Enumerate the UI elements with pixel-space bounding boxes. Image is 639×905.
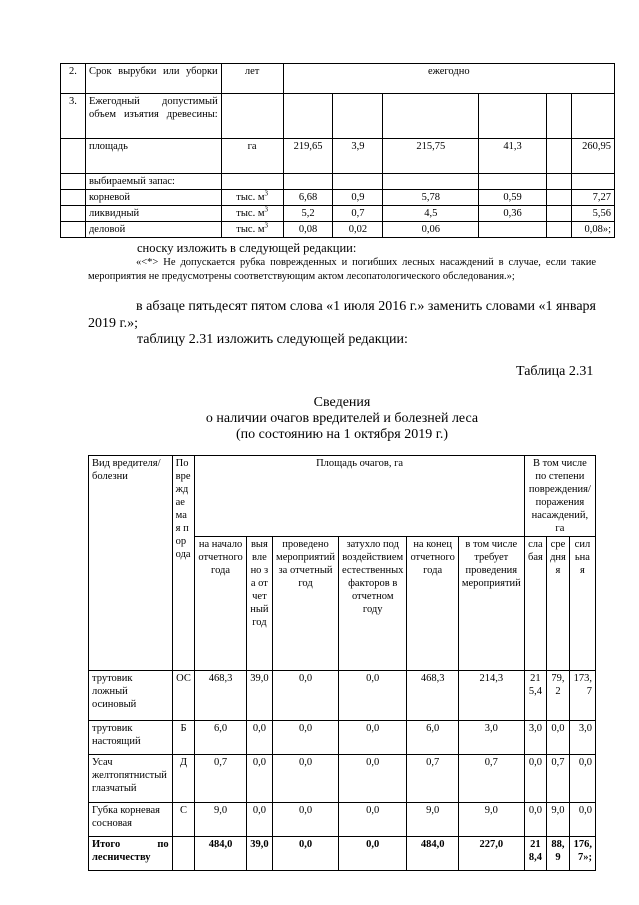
row-breed bbox=[172, 837, 195, 871]
cell: 0,7 bbox=[458, 755, 524, 803]
cell: 0,0 bbox=[338, 671, 406, 721]
cell bbox=[547, 222, 572, 238]
header-need: в том числе требует проведения мероприятий bbox=[458, 537, 524, 671]
header-start: на начало отчетного года bbox=[195, 537, 246, 671]
cell: 0,0 bbox=[246, 755, 272, 803]
cell: 5,2 bbox=[283, 206, 333, 222]
cell: 41,3 bbox=[479, 139, 547, 174]
row-name: выбираемый запас: bbox=[85, 174, 221, 190]
cell: 0,0 bbox=[273, 721, 339, 755]
cell bbox=[479, 222, 547, 238]
cell: 0,08»; bbox=[571, 222, 614, 238]
cell: 6,0 bbox=[407, 721, 458, 755]
cell: 6,68 bbox=[283, 190, 333, 206]
cell: 176,7»; bbox=[569, 837, 595, 871]
header-area: Площадь очагов, га bbox=[195, 456, 524, 537]
row-name: деловой bbox=[85, 222, 221, 238]
cell: 5,78 bbox=[383, 190, 479, 206]
title-line: Сведения bbox=[313, 395, 371, 410]
row-breed: ОС bbox=[172, 671, 195, 721]
table-row bbox=[89, 721, 596, 755]
header-end: на конец отчетного года bbox=[407, 537, 458, 671]
cell: 88,9 bbox=[547, 837, 570, 871]
cell: 468,3 bbox=[195, 671, 246, 721]
cell: 3,0 bbox=[569, 721, 595, 755]
cell: 0,0 bbox=[338, 755, 406, 803]
row-unit: тыс. $м^3$ bbox=[221, 206, 283, 222]
row-breed: С bbox=[172, 803, 195, 837]
cell: 0,59 bbox=[479, 190, 547, 206]
cell: 0,0 bbox=[569, 803, 595, 837]
table-row bbox=[61, 64, 615, 94]
table-row bbox=[61, 94, 615, 139]
header-decayed: затухло под воздействием естественных факторов в отчетном году bbox=[338, 537, 406, 671]
header-damage: В том числе по степени повреждения/поражения насаждений, га bbox=[524, 456, 595, 537]
cell: 0,06 bbox=[383, 222, 479, 238]
cell: 0,0 bbox=[338, 721, 406, 755]
row-breed: Д bbox=[172, 755, 195, 803]
cell: 468,3 bbox=[407, 671, 458, 721]
row-pest-name: Итого по лесничеству bbox=[89, 837, 173, 871]
cell: 215,4 bbox=[524, 671, 546, 721]
cell: 0,0 bbox=[273, 837, 339, 871]
cell: 0,36 bbox=[479, 206, 547, 222]
table-row bbox=[89, 803, 596, 837]
header-treated: проведено мероприятий за отчетный год bbox=[273, 537, 339, 671]
row-name: Срок вырубки или уборки bbox=[85, 64, 221, 94]
footnote-paragraph: «<*> Не допускается рубка поврежденных и погибших лесных насаждений в случае, если такие мероприятия не предусмотрены соответствующим актом лесопатологического обследования.»; bbox=[88, 257, 596, 282]
cell: 4,5 bbox=[383, 206, 479, 222]
row-breed: Б bbox=[172, 721, 195, 755]
table-label: Таблица 2.31 bbox=[516, 364, 594, 379]
row-name: ликвидный bbox=[85, 206, 221, 222]
cell: 0,02 bbox=[333, 222, 383, 238]
cell: 218,4 bbox=[524, 837, 546, 871]
row-unit: тыс. $м^3$ bbox=[221, 190, 283, 206]
cell: 6,0 bbox=[195, 721, 246, 755]
allowable-cut-table bbox=[60, 63, 615, 238]
cell: 227,0 bbox=[458, 837, 524, 871]
cell: 0,7 bbox=[547, 755, 570, 803]
cell: 5,56 bbox=[571, 206, 614, 222]
row-value: ежегодно bbox=[283, 64, 614, 94]
header-found: выявлено за отчетный год bbox=[246, 537, 272, 671]
cell: 214,3 bbox=[458, 671, 524, 721]
row-pest-name: трутовик ложный осиновый bbox=[89, 671, 173, 721]
cell: 9,0 bbox=[195, 803, 246, 837]
cell: 0,0 bbox=[273, 803, 339, 837]
paragraph: таблицу 2.31 изложить следующей редакции: bbox=[137, 332, 408, 347]
cell: 0,0 bbox=[338, 803, 406, 837]
cell: 9,0 bbox=[547, 803, 570, 837]
cell bbox=[547, 139, 572, 174]
table-row bbox=[61, 190, 615, 206]
cell: 0,0 bbox=[524, 803, 546, 837]
cell: 0,0 bbox=[547, 721, 570, 755]
cell bbox=[547, 206, 572, 222]
header-medium: средняя bbox=[547, 537, 570, 671]
table-row bbox=[61, 139, 615, 174]
table-title bbox=[88, 395, 596, 443]
header-pest: Вид вредителя/ болезни bbox=[89, 456, 173, 671]
cell: 0,9 bbox=[333, 190, 383, 206]
table-row bbox=[61, 222, 615, 238]
cell: 0,0 bbox=[524, 755, 546, 803]
cell: 39,0 bbox=[246, 837, 272, 871]
row-name: корневой bbox=[85, 190, 221, 206]
table-row bbox=[89, 755, 596, 803]
cell: 219,65 bbox=[283, 139, 333, 174]
paragraph: в абзаце пятьдесят пятом слова «1 июля 2016 г.» заменить словами «1 января 2019 г.»; bbox=[88, 299, 596, 331]
header-strong: сильная bbox=[569, 537, 595, 671]
cell: 260,95 bbox=[571, 139, 614, 174]
cell: 0,7 bbox=[195, 755, 246, 803]
cell: 9,0 bbox=[458, 803, 524, 837]
cell: 3,9 bbox=[333, 139, 383, 174]
cell: 0,7 bbox=[333, 206, 383, 222]
cell: 0,0 bbox=[273, 755, 339, 803]
row-unit: га bbox=[221, 139, 283, 174]
cell: 7,27 bbox=[571, 190, 614, 206]
cell: 9,0 bbox=[407, 803, 458, 837]
cell: 0,7 bbox=[407, 755, 458, 803]
row-name: Ежегодный допустимый объем изъятия древесины: bbox=[85, 94, 221, 139]
cell: 0,0 bbox=[273, 671, 339, 721]
cell: 484,0 bbox=[407, 837, 458, 871]
table-row bbox=[61, 206, 615, 222]
header-row bbox=[89, 456, 596, 537]
cell: 0,08 bbox=[283, 222, 333, 238]
cell: 215,75 bbox=[383, 139, 479, 174]
header-breed: Повреждаемая порода bbox=[172, 456, 195, 671]
cell: 0,0 bbox=[338, 837, 406, 871]
cell: 3,0 bbox=[458, 721, 524, 755]
table-row bbox=[61, 174, 615, 190]
title-line: (по состоянию на 1 октября 2019 г.) bbox=[235, 427, 449, 442]
cell: 0,0 bbox=[246, 721, 272, 755]
cell: 3,0 bbox=[524, 721, 546, 755]
cell: 0,0 bbox=[569, 755, 595, 803]
row-pest-name: трутовик настоящий bbox=[89, 721, 173, 755]
row-unit: лет bbox=[221, 64, 283, 94]
cell: 79,2 bbox=[547, 671, 570, 721]
row-unit: тыс. $м^3$ bbox=[221, 222, 283, 238]
cell: 39,0 bbox=[246, 671, 272, 721]
row-number: 2. bbox=[61, 64, 86, 94]
table-row bbox=[89, 837, 596, 871]
cell bbox=[547, 190, 572, 206]
title-line: о наличии очагов вредителей и болезней леса bbox=[205, 411, 479, 426]
row-pest-name: Губка корневая сосновая bbox=[89, 803, 173, 837]
cell: 173,7 bbox=[569, 671, 595, 721]
table-row bbox=[89, 671, 596, 721]
header-weak: слабая bbox=[524, 537, 546, 671]
pest-foci-table bbox=[88, 455, 596, 871]
row-number: 3. bbox=[61, 94, 86, 139]
row-pest-name: Усач желтопятнистый глазчатый bbox=[89, 755, 173, 803]
cell: 0,0 bbox=[246, 803, 272, 837]
paragraph: сноску изложить в следующей редакции: bbox=[137, 241, 357, 255]
row-name: площадь bbox=[85, 139, 221, 174]
cell: 484,0 bbox=[195, 837, 246, 871]
